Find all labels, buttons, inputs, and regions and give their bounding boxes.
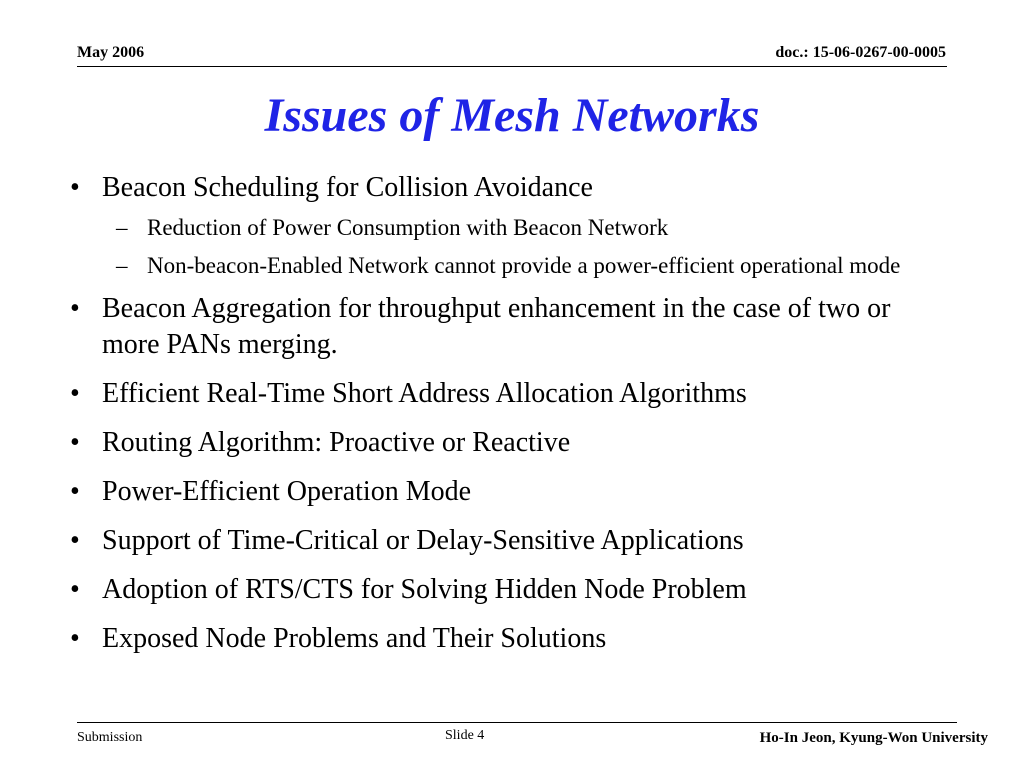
bullet-text: Beacon Scheduling for Collision Avoidance	[102, 172, 593, 203]
bullet-item	[70, 425, 950, 461]
sub-bullet-list	[102, 211, 950, 283]
bullet-marker: •	[70, 574, 80, 605]
bullet-text: Support of Time-Critical or Delay-Sensitive Applications	[102, 525, 744, 556]
footer-author: Ho-In Jeon, Kyung-Won University	[759, 730, 988, 746]
bullet-text: Power-Efficient Operation Mode	[102, 476, 472, 507]
bullet-list	[70, 170, 950, 670]
footer-submission: Submission	[77, 730, 143, 745]
bullet-marker: •	[70, 623, 80, 654]
bullet-marker: •	[70, 172, 80, 203]
bullet-item	[70, 474, 950, 510]
footer-slide-number: Slide 4	[445, 728, 485, 743]
bullet-text: Beacon Aggregation for throughput enhancement in the case of two or more PANs merging.	[102, 293, 891, 360]
bullet-marker: •	[70, 378, 80, 409]
dash-marker: –	[116, 215, 128, 240]
bullet-marker: •	[70, 427, 80, 458]
bullet-item	[70, 523, 950, 559]
bullet-text: Efficient Real-Time Short Address Allocation Algorithms	[102, 378, 747, 409]
sub-bullet-text: Reduction of Power Consumption with Beacon Network	[147, 215, 669, 240]
sub-bullet-item	[102, 211, 950, 245]
header-doc-id: doc.: 15-06-0267-00-0005	[775, 44, 946, 61]
dash-marker: –	[116, 253, 128, 278]
bullet-item	[70, 572, 950, 608]
bullet-marker: •	[70, 525, 80, 556]
header-date: May 2006	[77, 44, 145, 61]
sub-bullet-item	[102, 249, 950, 283]
bullet-item	[70, 170, 950, 283]
bullet-item	[70, 621, 950, 657]
bullet-text: Adoption of RTS/CTS for Solving Hidden Node Problem	[102, 574, 747, 605]
bullet-text: Exposed Node Problems and Their Solutions	[102, 623, 607, 654]
bullet-item	[70, 291, 950, 363]
bullet-text: Routing Algorithm: Proactive or Reactive	[102, 427, 571, 458]
header-rule	[77, 66, 947, 67]
slide-title: Issues of Mesh Networks	[264, 89, 760, 142]
sub-bullet-text: Non-beacon-Enabled Network cannot provide a power-efficient operational mode	[147, 253, 901, 278]
bullet-item	[70, 376, 950, 412]
bullet-marker: •	[70, 293, 80, 324]
footer-rule	[77, 722, 957, 723]
bullet-marker: •	[70, 476, 80, 507]
